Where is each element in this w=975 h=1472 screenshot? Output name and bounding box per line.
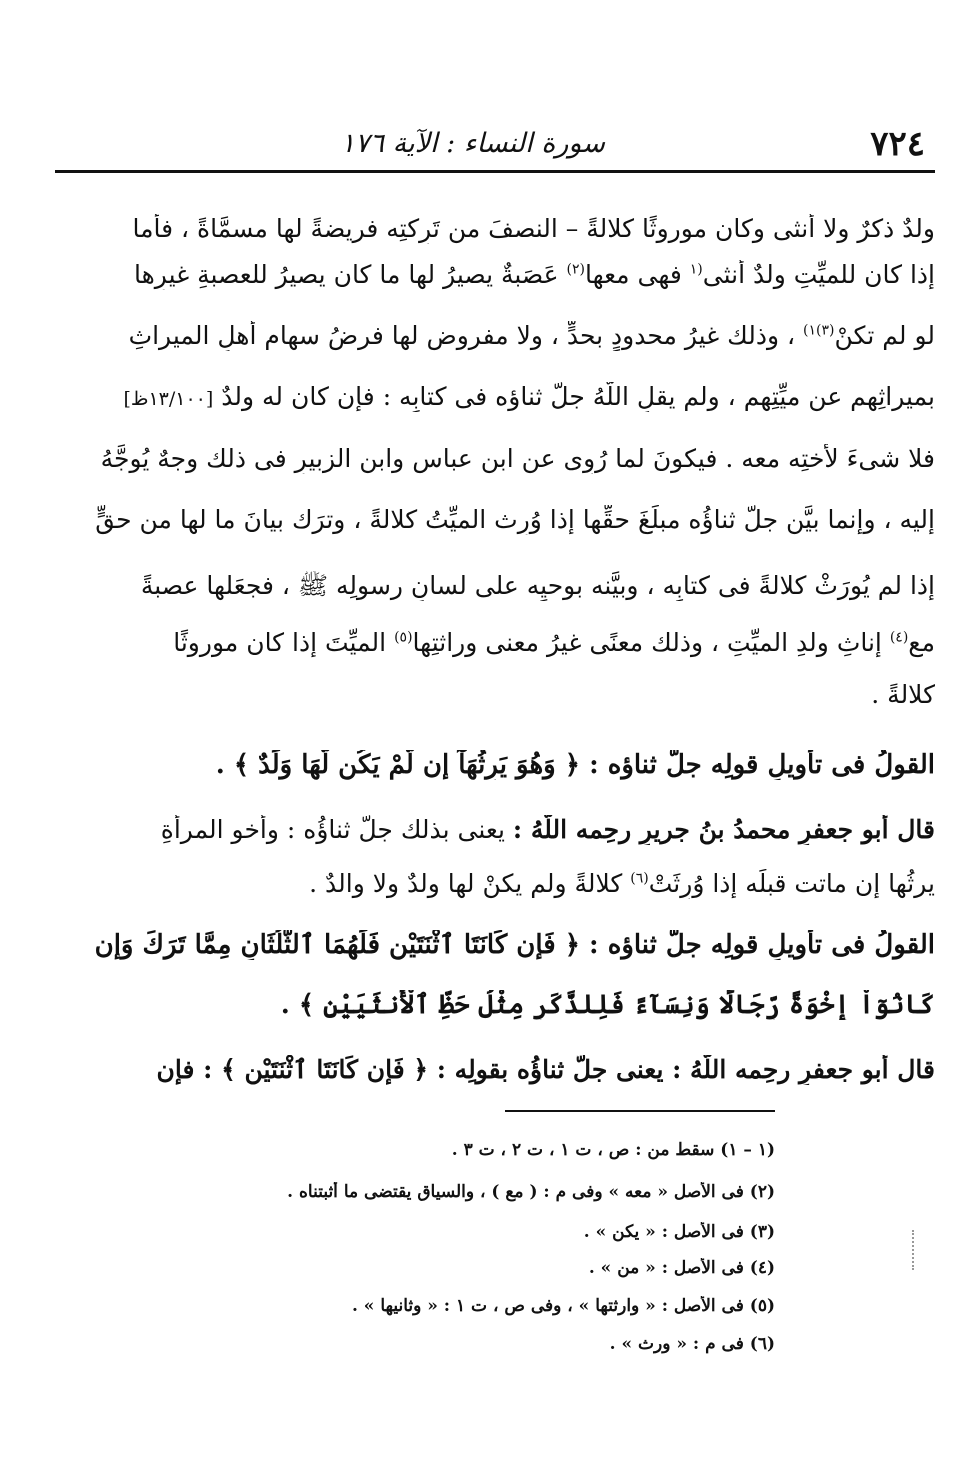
footnote-ref: (٢) bbox=[566, 261, 585, 278]
footnote-ref: (٥) bbox=[394, 629, 413, 646]
text-fragment: بميراثِهم عن ميِّتِهم ، ولم يقلِ اللَّهُ جلَّ ثناؤه فى كتابِه : فإن كان له ولدٌ bbox=[221, 382, 935, 411]
text-fragment: ، وذلك غيرُ محدودٍ بحدٍّ ، ولا مفروضٍ لها فرضُ سهامِ أهلِ الميراثِ bbox=[128, 321, 796, 350]
text-line: قال أبو جعفرٍ رحِمه اللَّهُ : يعنى جلَّ ثناؤُه بقولِه : ﴿ فَإِن كَانَتَا ٱثْنَتَيْنِ ﴾ : فإن bbox=[156, 1055, 935, 1084]
text-line: كلالةً . bbox=[871, 680, 935, 709]
text-line: إليه ، وإنما بيَّن جلَّ ثناؤُه مبلَغَ حقِّها إذا وُرِث الميِّتُ كلالةً ، وترَك بيانَ ما لها من حقٍّ bbox=[95, 505, 935, 534]
text-fragment: فهى معها bbox=[584, 260, 682, 289]
header-rule bbox=[55, 170, 935, 173]
footnote: (٣) فى الأصل : « يكن » . bbox=[583, 1222, 775, 1242]
text-line: فلا شىءَ لأختِه معه . فيكونَ لما رُوِى عن ابنِ عباسٍ وابنِ الزبيرِ فى ذلك وجهٌ يُوجَّهُ bbox=[100, 444, 935, 473]
running-title: سورة النساء : الآية ١٧٦ bbox=[340, 128, 605, 159]
page-number: ٧٢٤ bbox=[870, 124, 925, 164]
section-heading: القولُ فى تأويلِ قولِه جلَّ ثناؤه : ﴿ وَهُوَ يَرِثُهَآ إِن لَّمْ يَكُن لَّهَا وَلَدٌ ﴾ . bbox=[215, 750, 935, 780]
text-line: إذا لم يُورَثْ كلالةً فى كتابِه ، وبيَّنه بوحيِه على لسانِ رسولِه ﷺ ، فجعَلها عصبةً bbox=[140, 571, 935, 600]
section-heading: كَانُوٓاْ إِخْوَةً رِّجَالًا وَنِسَآءً فَلِلذَّكَرِ مِثْلُ حَظِّ ٱلْأُنثَيَيْنِ ﴾ . bbox=[280, 990, 935, 1020]
text-fragment: إذا كان للميِّتِ ولدٌ أنثى bbox=[702, 260, 935, 289]
text-line bbox=[55, 260, 935, 290]
text-line bbox=[55, 869, 935, 899]
text-fragment: يرثُها إن ماتت قبلَه إذا وُرِثَتْ bbox=[648, 869, 935, 898]
text-fragment: إناثِ ولدِ الميِّتِ ، وذلك معنًى غيرُ معنى وراثتِها bbox=[412, 628, 882, 657]
footnote-ref: ١) bbox=[803, 322, 817, 339]
footnote: (٦) فى م : « ورث » . bbox=[609, 1334, 775, 1354]
text-fragment: كلالةً ولم يكنْ لها ولدٌ ولا والدٌ . bbox=[309, 869, 623, 898]
text-line bbox=[55, 628, 935, 658]
text-line: ولدٌ ذكرٌ ولا أنثى وكان موروثًا كلالةً – النصفَ من تَرِكتِه فريضةً لها مسمَّاةً ، فأما bbox=[132, 214, 935, 243]
text-fragment: لو لم تكنْ bbox=[834, 321, 935, 350]
footnote: (٥) فى الأصل : « وارثتها » ، وفى ص ، ت ١ : « وثانيها » . bbox=[351, 1296, 775, 1316]
speaker-intro: قال أبو جعفرٍ محمدُ بنُ جريرٍ رحِمه اللَّهُ : bbox=[512, 815, 935, 844]
footnote-ref: (٤) bbox=[889, 629, 909, 646]
footnote: (٤) فى الأصل : « من » . bbox=[588, 1258, 775, 1278]
footnote-ref: (٣) bbox=[816, 322, 835, 339]
text-fragment: الميِّتَ إذا كان موروثًا bbox=[173, 628, 387, 657]
text-line bbox=[55, 382, 935, 412]
folio-marker: [١٣/١٠٠ظ] bbox=[123, 388, 214, 410]
text-line bbox=[55, 815, 935, 845]
footnote: (٢) فى الأصل « معه » وفى م : ( مع ) ، والسياق يقتضى ما أثبتناه . bbox=[287, 1182, 775, 1202]
footnote: (١ – ١) سقط من : ص ، ت ١ ، ت ٢ ، ت ٣ . bbox=[451, 1140, 775, 1160]
text-line bbox=[55, 321, 935, 351]
footnote-ref: (١ bbox=[689, 261, 703, 278]
section-heading: القولُ فى تأويلِ قولِه جلَّ ثناؤه : ﴿ فَإِن كَانَتَا ٱثْنَتَيْنِ فَلَهُمَا ٱلثُّلُثَانِ مِمَّا تَرَكَ وَإِن bbox=[94, 930, 935, 960]
text-fragment: مع bbox=[908, 628, 935, 657]
footnote-rule bbox=[505, 1110, 775, 1112]
scan-margin-mark bbox=[912, 1230, 916, 1270]
footnote-ref: (٦) bbox=[630, 870, 649, 887]
text-fragment: عَصَبةٌ يصيرُ لها ما كان يصيرُ للعصبةِ غيرِها bbox=[133, 260, 559, 289]
text-fragment: يعنى بذلك جلَّ ثناؤُه : وأخو المرأةِ bbox=[160, 815, 505, 844]
page-header bbox=[55, 118, 935, 168]
